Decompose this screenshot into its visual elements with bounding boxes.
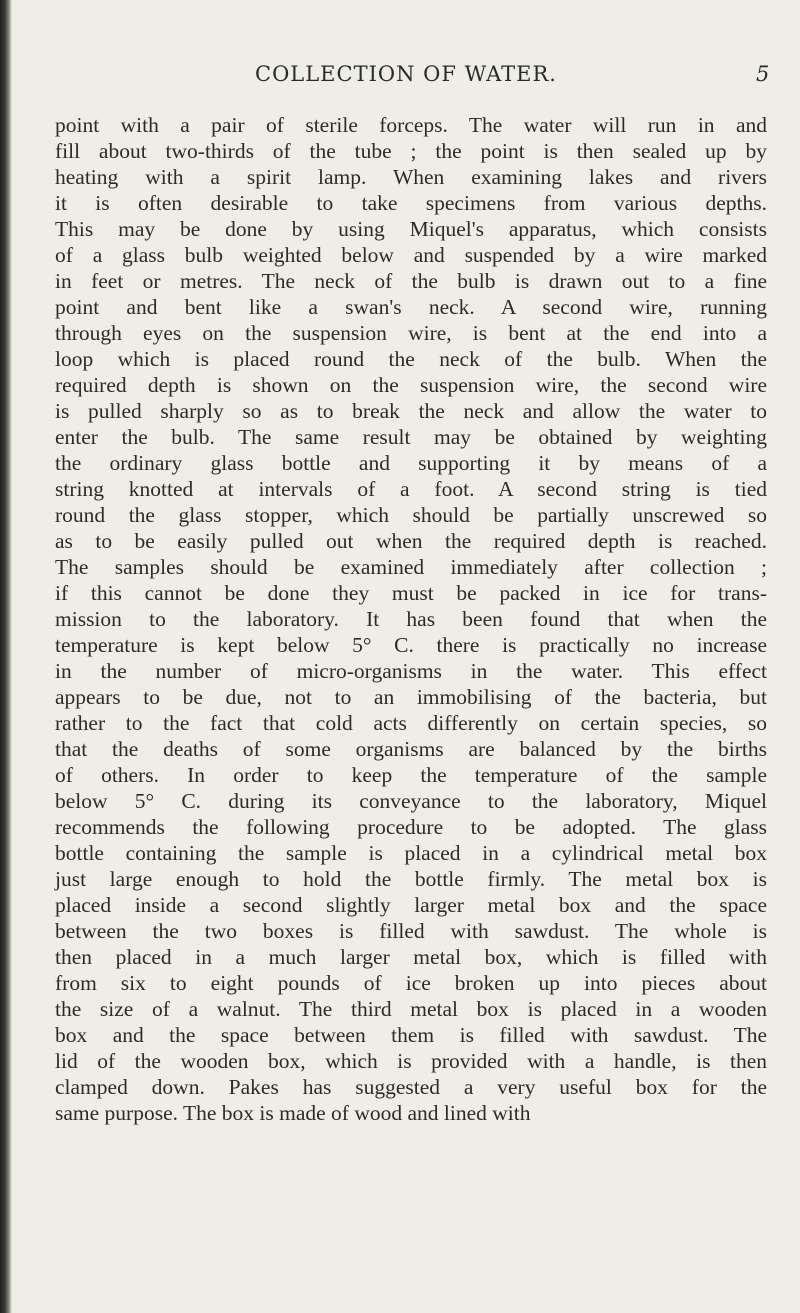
text-line: then placed in a much larger metal box, which is filled with	[55, 945, 767, 969]
text-line: bottle containing the sample is placed in a cylindrical metal box	[55, 841, 767, 865]
text-line: This may be done by using Miquel's apparatus, which consists	[55, 217, 767, 241]
text-line: it is often desirable to take specimens from various depths.	[55, 191, 767, 215]
text-line: round the glass stopper, which should be partially unscrewed so	[55, 503, 767, 527]
page-binding-edge	[0, 0, 12, 1313]
text-line: mission to the laboratory. It has been found that when the	[55, 607, 767, 631]
text-line: through eyes on the suspension wire, is bent at the end into a	[55, 321, 767, 345]
text-line: the ordinary glass bottle and supporting it by means of a	[55, 451, 767, 475]
text-line: the size of a walnut. The third metal box is placed in a wooden	[55, 997, 767, 1021]
text-line: The samples should be examined immediately after collection ;	[55, 555, 767, 579]
text-line: point with a pair of sterile forceps. The water will run in and	[55, 113, 767, 137]
page-number: 5	[756, 62, 770, 86]
text-line: from six to eight pounds of ice broken up into pieces about	[55, 971, 767, 995]
text-line: string knotted at intervals of a foot. A second string is tied	[55, 477, 767, 501]
text-line: loop which is placed round the neck of the bulb. When the	[55, 347, 767, 371]
text-line: same purpose. The box is made of wood and lined with	[55, 1101, 531, 1125]
page-header	[0, 62, 800, 92]
text-line: required depth is shown on the suspension wire, the second wire	[55, 373, 767, 397]
text-line: between the two boxes is filled with sawdust. The whole is	[55, 919, 767, 943]
text-line: enter the bulb. The same result may be obtained by weighting	[55, 425, 767, 449]
text-line: lid of the wooden box, which is provided with a handle, is then	[55, 1049, 767, 1073]
text-line: point and bent like a swan's neck. A second wire, running	[55, 295, 767, 319]
text-line: placed inside a second slightly larger metal box and the space	[55, 893, 767, 917]
text-line: clamped down. Pakes has suggested a very useful box for the	[55, 1075, 767, 1099]
text-line: fill about two-thirds of the tube ; the point is then sealed up by	[55, 139, 767, 163]
text-line: heating with a spirit lamp. When examining lakes and rivers	[55, 165, 767, 189]
text-line: box and the space between them is filled with sawdust. The	[55, 1023, 767, 1047]
text-line: rather to the fact that cold acts differently on certain species, so	[55, 711, 767, 735]
text-line: in the number of micro-organisms in the water. This effect	[55, 659, 767, 683]
text-line: recommends the following procedure to be adopted. The glass	[55, 815, 767, 839]
text-line: of a glass bulb weighted below and suspended by a wire marked	[55, 243, 767, 267]
text-line: is pulled sharply so as to break the neck and allow the water to	[55, 399, 767, 423]
text-line: appears to be due, not to an immobilising of the bacteria, but	[55, 685, 767, 709]
text-line: if this cannot be done they must be packed in ice for trans-	[55, 581, 767, 605]
text-line: as to be easily pulled out when the required depth is reached.	[55, 529, 767, 553]
text-line: temperature is kept below 5° C. there is practically no increase	[55, 633, 767, 657]
body-text	[55, 112, 767, 1126]
running-title: COLLECTION OF WATER.	[255, 62, 557, 86]
text-line: just large enough to hold the bottle firmly. The metal box is	[55, 867, 767, 891]
text-line: below 5° C. during its conveyance to the laboratory, Miquel	[55, 789, 767, 813]
text-line: that the deaths of some organisms are balanced by the births	[55, 737, 767, 761]
text-line: of others. In order to keep the temperature of the sample	[55, 763, 767, 787]
text-line: in feet or metres. The neck of the bulb is drawn out to a fine	[55, 269, 767, 293]
